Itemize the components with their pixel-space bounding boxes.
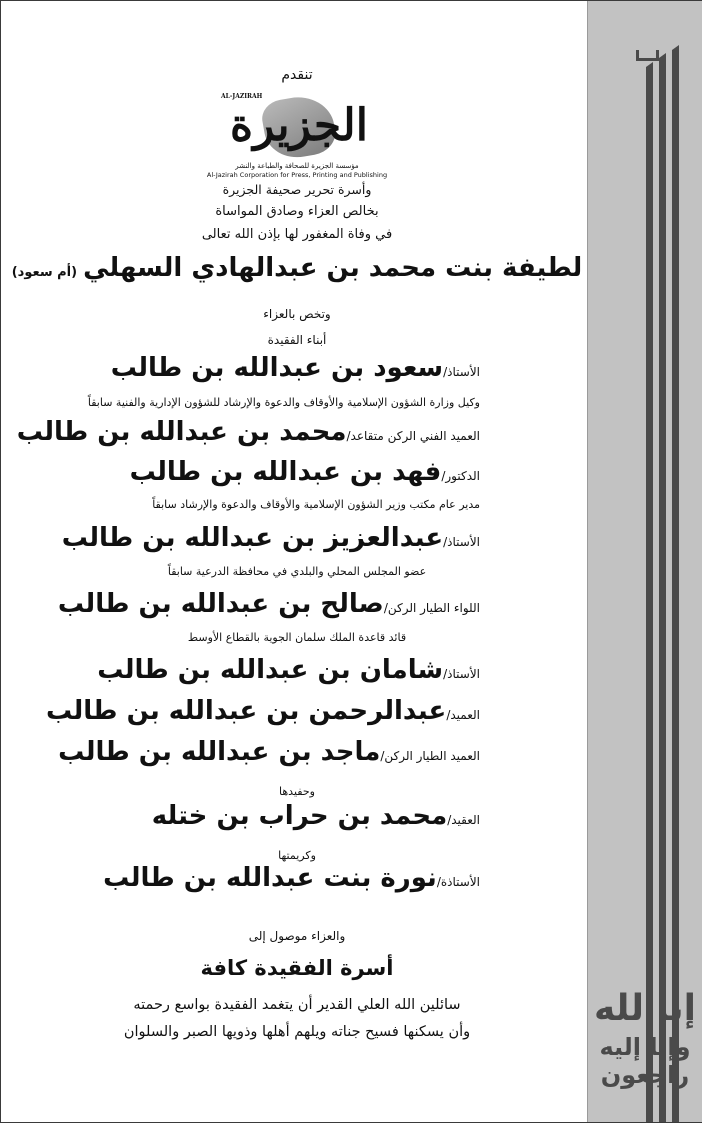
prayer-line-1: سائلين الله العلي القدير أن يتغمد الفقيدة بواسع رحمته xyxy=(133,997,461,1013)
obituary-content xyxy=(9,1,585,1122)
person-entry xyxy=(17,417,480,447)
person-entry xyxy=(97,655,480,685)
grandson-entry xyxy=(152,801,480,831)
person-title: الأستاذ/ xyxy=(443,365,480,379)
logo-arabic-wordmark: الجزيرة xyxy=(230,100,368,151)
deceased-full-name: لطيفة بنت محمد بن عبدالهادي السهلي xyxy=(83,253,583,283)
person-name: نورة بنت عبدالله بن طالب xyxy=(103,863,437,893)
person-title: العميد الفني الركن متقاعد/ xyxy=(346,429,480,443)
vertical-stroke-icon xyxy=(672,50,679,1122)
presents-text: تنقدم xyxy=(281,67,313,83)
person-position: عضو المجلس المحلي والبلدي في محافظة الدرعية سابقاً xyxy=(167,565,427,578)
children-heading: أبناء الفقيدة xyxy=(267,333,327,347)
prayer-line-2: وأن يسكنها فسيح جناته ويلهم أهلها وذويها الصبر والسلوان xyxy=(123,1024,471,1040)
person-name: سعود بن عبدالله بن طالب xyxy=(110,353,444,383)
person-entry xyxy=(130,457,480,487)
person-entry xyxy=(62,523,480,553)
person-position: وكيل وزارة الشؤون الإسلامية والأوقاف والدعوة والإرشاد للشؤون الإدارية والفنية سابقاً xyxy=(87,396,480,409)
person-title: اللواء الطيار الركن/ xyxy=(383,601,480,615)
person-entry xyxy=(58,589,480,619)
verse-line-1: إنا لله xyxy=(594,988,696,1029)
madda-ornament-icon xyxy=(636,50,659,61)
deceased-kunya: (أم سعود) xyxy=(11,265,78,280)
person-title: الأستاذة/ xyxy=(436,875,480,889)
corporation-name-arabic: مؤسسة الجزيرة للصحافة والطباعة والنشر xyxy=(235,162,359,170)
person-title: الدكتور/ xyxy=(441,469,480,483)
daughter-heading: وكريمتها xyxy=(278,849,316,862)
verse-line-2: وإنا إليه xyxy=(599,1033,691,1061)
condolence-line: بخالص العزاء وصادق المواساة xyxy=(215,204,379,219)
logo-latin-mark: AL-JAZIRAH xyxy=(221,93,263,100)
quran-verse-sidebar xyxy=(587,1,702,1122)
special-condolence-line: وتخص بالعزاء xyxy=(263,307,331,321)
death-notice-line: في وفاة المغفور لها بإذن الله تعالى xyxy=(201,227,393,242)
person-entry xyxy=(111,353,480,383)
al-jazirah-logo xyxy=(209,93,389,163)
person-name: عبدالرحمن بن عبدالله بن طالب xyxy=(45,696,447,726)
person-entry xyxy=(46,696,480,726)
person-name: عبدالعزيز بن عبدالله بن طالب xyxy=(61,523,444,553)
vertical-stroke-icon xyxy=(659,58,666,1122)
deceased-name xyxy=(9,253,585,283)
person-title: العميد الطيار الركن/ xyxy=(380,749,480,763)
condolence-extended-line: والعزاء موصول إلى xyxy=(248,929,346,943)
person-name: صالح بن عبدالله بن طالب xyxy=(57,589,384,619)
daughter-entry xyxy=(103,863,480,893)
person-name: ماجد بن عبدالله بن طالب xyxy=(58,737,381,767)
person-name: فهد بن عبدالله بن طالب xyxy=(129,457,442,487)
person-title: الأستاذ/ xyxy=(443,667,480,681)
verse-line-3: راجعون xyxy=(600,1061,690,1089)
family-line: أسرة الفقيدة كافة xyxy=(200,956,394,980)
person-position: قائد قاعدة الملك سلمان الجوية بالقطاع الأوسط xyxy=(187,631,407,644)
person-title: الأستاذ/ xyxy=(443,535,480,549)
person-name: محمد بن عبدالله بن طالب xyxy=(16,417,347,447)
person-title: العميد/ xyxy=(446,708,480,722)
grandson-heading: وحفيدها xyxy=(279,785,315,798)
editorial-family-line: وأسرة تحرير صحيفة الجزيرة xyxy=(222,182,372,197)
person-name: محمد بن حراب بن ختله xyxy=(151,801,448,831)
person-title: العقيد/ xyxy=(447,813,480,827)
person-entry xyxy=(58,737,480,767)
vertical-stroke-icon xyxy=(646,67,653,1122)
person-position: مدير عام مكتب وزير الشؤون الإسلامية والأوقاف والدعوة والإرشاد سابقاً xyxy=(152,498,480,511)
person-name: شامان بن عبدالله بن طالب xyxy=(97,655,444,685)
corporation-name-english: Al-Jazirah Corporation for Press, Printing and Publishing xyxy=(206,171,388,179)
